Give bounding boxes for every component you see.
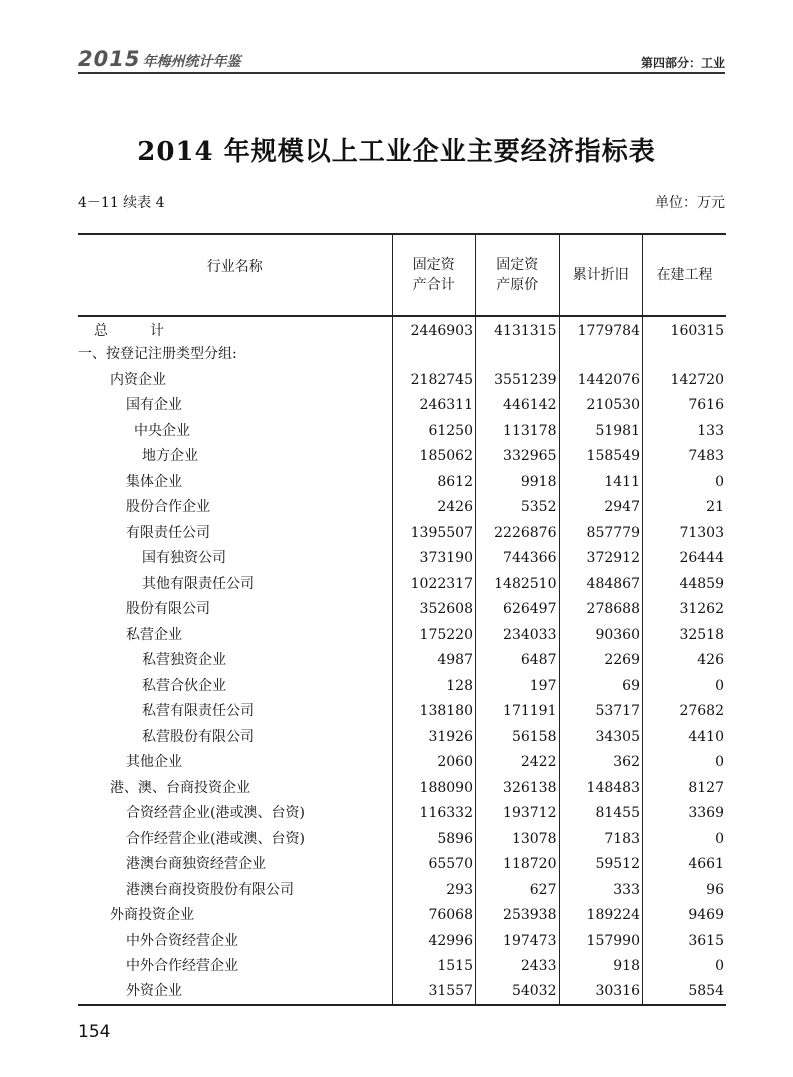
row-value: 26444 [643, 546, 727, 572]
row-value: 133 [643, 418, 727, 444]
row-value: 253938 [476, 903, 560, 929]
table-row [78, 495, 726, 521]
row-value: 44859 [643, 571, 727, 597]
row-value: 2060 [392, 750, 476, 776]
header-rule [78, 72, 725, 74]
row-value: 9918 [476, 469, 560, 495]
row-value [559, 342, 643, 368]
table-row [78, 571, 726, 597]
page-number: 154 [78, 1022, 111, 1042]
table-row [78, 852, 726, 878]
table-row [78, 724, 726, 750]
row-value: 362 [559, 750, 643, 776]
row-name: 地方企业 [142, 448, 198, 465]
row-name: 其他企业 [126, 754, 182, 771]
table-body [78, 316, 726, 1005]
row-value: 71303 [643, 520, 727, 546]
row-value: 0 [643, 826, 727, 852]
table-row [78, 622, 726, 648]
row-value: 7483 [643, 444, 727, 470]
row-name: 私营有限责任公司 [142, 703, 254, 720]
row-value: 626497 [476, 597, 560, 623]
row-name: 港澳台商独资经营企业 [126, 856, 266, 873]
yearbook-header [78, 47, 240, 71]
row-value: 69 [559, 673, 643, 699]
row-value: 31926 [392, 724, 476, 750]
row-value: 5352 [476, 495, 560, 521]
row-name: 私营合伙企业 [142, 677, 226, 694]
row-value: 372912 [559, 546, 643, 572]
table-row [78, 699, 726, 725]
row-value: 27682 [643, 699, 727, 725]
row-value: 61250 [392, 418, 476, 444]
row-value: 90360 [559, 622, 643, 648]
column-header-text: 固定资 [412, 257, 455, 273]
row-value: 2947 [559, 495, 643, 521]
row-value: 56158 [476, 724, 560, 750]
row-name: 总 计 [94, 323, 164, 340]
row-value: 113178 [476, 418, 560, 444]
row-value: 160315 [643, 316, 727, 342]
row-value: 918 [559, 954, 643, 980]
row-name: 股份有限公司 [126, 601, 210, 618]
row-value: 1411 [559, 469, 643, 495]
table-row [78, 342, 726, 368]
column-header [643, 234, 727, 316]
table-row [78, 775, 726, 801]
table-row [78, 903, 726, 929]
row-value: 352608 [392, 597, 476, 623]
row-value: 128 [392, 673, 476, 699]
row-value: 7183 [559, 826, 643, 852]
row-value: 188090 [392, 775, 476, 801]
table-row [78, 316, 726, 342]
row-name: 有限责任公司 [126, 524, 210, 541]
column-header-text: 产原价 [496, 277, 539, 293]
row-value: 197 [476, 673, 560, 699]
table-id: 4－11 续表 4 [78, 195, 165, 211]
row-value: 8612 [392, 469, 476, 495]
column-header [78, 234, 392, 316]
column-header-text: 累计折旧 [572, 267, 629, 283]
table-row [78, 826, 726, 852]
table-row [78, 393, 726, 419]
row-value: 293 [392, 877, 476, 903]
table-row [78, 648, 726, 674]
row-value: 278688 [559, 597, 643, 623]
row-value: 81455 [559, 801, 643, 827]
row-value: 118720 [476, 852, 560, 878]
row-name: 合资经营企业(港或澳、台资) [126, 805, 305, 822]
row-value: 2426 [392, 495, 476, 521]
row-value: 373190 [392, 546, 476, 572]
row-value: 34305 [559, 724, 643, 750]
yearbook-year: 2015 [78, 47, 141, 71]
table-row [78, 801, 726, 827]
row-value: 7616 [643, 393, 727, 419]
row-name: 国有企业 [126, 397, 182, 414]
row-value: 210530 [559, 393, 643, 419]
column-header [392, 234, 476, 316]
table-row [78, 928, 726, 954]
row-value: 13078 [476, 826, 560, 852]
row-value: 1442076 [559, 367, 643, 393]
row-value: 51981 [559, 418, 643, 444]
row-value: 193712 [476, 801, 560, 827]
row-value: 857779 [559, 520, 643, 546]
row-name: 集体企业 [126, 473, 182, 490]
row-value: 31262 [643, 597, 727, 623]
row-name: 港澳台商投资股份有限公司 [126, 881, 294, 898]
table-row [78, 469, 726, 495]
row-value: 53717 [559, 699, 643, 725]
table-row [78, 367, 726, 393]
row-value: 4661 [643, 852, 727, 878]
column-header-text: 在建工程 [656, 267, 713, 283]
indicator-table [78, 233, 726, 1006]
row-value: 171191 [476, 699, 560, 725]
row-value: 197473 [476, 928, 560, 954]
column-header-text: 行业名称 [206, 259, 263, 275]
row-name: 私营股份有限公司 [142, 728, 254, 745]
section-label: 第四部分：工业 [640, 56, 725, 70]
row-value: 32518 [643, 622, 727, 648]
row-value: 326138 [476, 775, 560, 801]
row-value: 2182745 [392, 367, 476, 393]
row-value: 142720 [643, 367, 727, 393]
row-name: 中央企业 [134, 422, 190, 439]
table-row [78, 444, 726, 470]
table-row [78, 418, 726, 444]
row-value: 2226876 [476, 520, 560, 546]
row-value: 0 [643, 750, 727, 776]
row-value: 157990 [559, 928, 643, 954]
row-value: 1779784 [559, 316, 643, 342]
row-value: 6487 [476, 648, 560, 674]
table-row [78, 750, 726, 776]
row-value: 333 [559, 877, 643, 903]
row-name: 其他有限责任公司 [142, 575, 254, 592]
column-header [476, 234, 560, 316]
row-name: 外商投资企业 [110, 907, 194, 924]
row-name: 内资企业 [110, 371, 166, 388]
table-row [78, 979, 726, 1005]
row-value: 2446903 [392, 316, 476, 342]
table-row [78, 954, 726, 980]
column-header-text: 固定资 [496, 257, 539, 273]
row-name: 私营独资企业 [142, 652, 226, 669]
row-value: 42996 [392, 928, 476, 954]
row-value: 96 [643, 877, 727, 903]
row-value: 1395507 [392, 520, 476, 546]
row-value: 4987 [392, 648, 476, 674]
row-value: 332965 [476, 444, 560, 470]
row-value: 3551239 [476, 367, 560, 393]
row-value: 246311 [392, 393, 476, 419]
table-row [78, 546, 726, 572]
row-value: 158549 [559, 444, 643, 470]
table-row [78, 520, 726, 546]
row-value: 175220 [392, 622, 476, 648]
row-value: 2433 [476, 954, 560, 980]
row-value: 76068 [392, 903, 476, 929]
row-name: 中外合资经营企业 [126, 932, 238, 949]
row-value [476, 342, 560, 368]
row-value: 1482510 [476, 571, 560, 597]
row-name: 中外合作经营企业 [126, 958, 238, 975]
row-value: 189224 [559, 903, 643, 929]
row-value: 3615 [643, 928, 727, 954]
table-row [78, 597, 726, 623]
table-header [78, 234, 726, 316]
column-header-text: 产合计 [412, 277, 455, 293]
column-header [559, 234, 643, 316]
row-value: 0 [643, 469, 727, 495]
row-value: 0 [643, 673, 727, 699]
row-value: 59512 [559, 852, 643, 878]
table-row [78, 673, 726, 699]
row-value: 4410 [643, 724, 727, 750]
row-value: 1515 [392, 954, 476, 980]
row-value: 446142 [476, 393, 560, 419]
row-value: 5854 [643, 979, 727, 1005]
row-name: 私营企业 [126, 626, 182, 643]
row-value: 148483 [559, 775, 643, 801]
row-name: 港、澳、台商投资企业 [110, 779, 250, 796]
table-header-row [78, 234, 726, 316]
row-value: 30316 [559, 979, 643, 1005]
row-value: 21 [643, 495, 727, 521]
row-value [643, 342, 727, 368]
row-value: 65570 [392, 852, 476, 878]
row-value: 8127 [643, 775, 727, 801]
row-value: 4131315 [476, 316, 560, 342]
row-value: 138180 [392, 699, 476, 725]
row-value: 0 [643, 954, 727, 980]
row-value: 426 [643, 648, 727, 674]
row-value: 484867 [559, 571, 643, 597]
unit-label: 单位：万元 [655, 195, 725, 211]
row-value: 234033 [476, 622, 560, 648]
row-value: 54032 [476, 979, 560, 1005]
row-name: 一、按登记注册类型分组: [78, 346, 237, 363]
row-name: 国有独资公司 [142, 550, 226, 567]
row-value: 9469 [643, 903, 727, 929]
row-value: 3369 [643, 801, 727, 827]
row-value: 1022317 [392, 571, 476, 597]
row-value [392, 342, 476, 368]
row-value: 5896 [392, 826, 476, 852]
row-value: 2422 [476, 750, 560, 776]
row-value: 627 [476, 877, 560, 903]
row-value: 185062 [392, 444, 476, 470]
row-value: 31557 [392, 979, 476, 1005]
row-name: 合作经营企业(港或澳、台资) [126, 830, 305, 847]
page-title: 2014 年规模以上工业企业主要经济指标表 [137, 137, 656, 167]
row-value: 744366 [476, 546, 560, 572]
row-value: 2269 [559, 648, 643, 674]
yearbook-name: 年梅州统计年鉴 [142, 54, 241, 70]
table-row [78, 877, 726, 903]
row-name: 股份合作企业 [126, 499, 210, 516]
row-name: 外资企业 [78, 979, 392, 1005]
row-value: 116332 [392, 801, 476, 827]
